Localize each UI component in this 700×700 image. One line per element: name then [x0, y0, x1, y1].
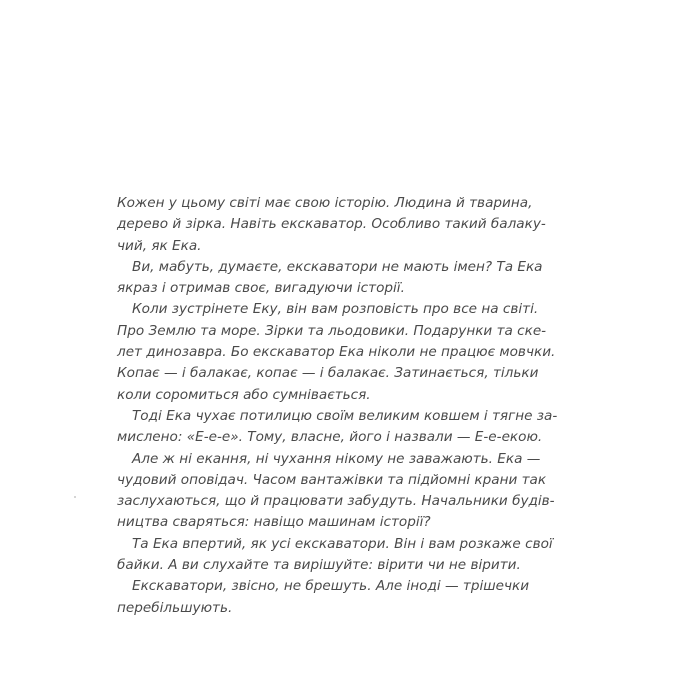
- story-text: [117, 193, 567, 619]
- text-line: дерево й зірка. Навіть екскаватор. Особливо такий балаку-: [117, 216, 546, 233]
- text-line: якраз і отримав своє, вигадуючи історії.: [117, 280, 405, 297]
- text-line: Тоді Ека чухає потилицю своїм великим ковшем і тягне за-: [132, 407, 558, 424]
- text-line: Коли зустрінете Еку, він вам розповість про все на світі.: [132, 301, 539, 318]
- text-line: коли соромиться або сумнівається.: [117, 386, 371, 403]
- page-speck: [74, 496, 76, 498]
- text-line: Та Ека впертий, як усі екскаватори. Він і вам розкаже свої: [132, 535, 553, 552]
- text-line: заслухаються, що й працювати забудуть. Начальники будів-: [117, 493, 555, 510]
- text-line: Екскаватори, звісно, не брешуть. Але іноді — трішечки: [132, 578, 530, 595]
- text-line: ництва сваряться: навіщо машинам історії?: [117, 514, 431, 531]
- text-line: Копає — і балакає, копає — і балакає. Затинається, тільки: [117, 365, 539, 382]
- text-line: лет динозавра. Бо екскаватор Ека ніколи не працює мовчки.: [117, 344, 556, 361]
- text-line: Ви, мабуть, думаєте, екскаватори не мають імен? Та Ека: [132, 258, 543, 275]
- text-line: чудовий оповідач. Часом вантажівки та підйомні крани так: [117, 471, 547, 488]
- text-line: Кожен у цьому світі має свою історію. Людина й тварина,: [117, 195, 533, 211]
- text-line: байки. А ви слухайте та вирішуйте: вірити чи не вірити.: [117, 557, 521, 574]
- text-line: Але ж ні екання, ні чухання нікому не заважають. Ека —: [132, 450, 541, 467]
- text-line: мислено: «Е-е-е». Тому, власне, його і назвали — Е-е-екою.: [117, 429, 543, 446]
- text-line: чий, як Ека.: [117, 237, 202, 254]
- text-line: Про Землю та море. Зірки та льодовики. Подарунки та ске-: [117, 322, 547, 339]
- text-line: перебільшують.: [117, 599, 233, 616]
